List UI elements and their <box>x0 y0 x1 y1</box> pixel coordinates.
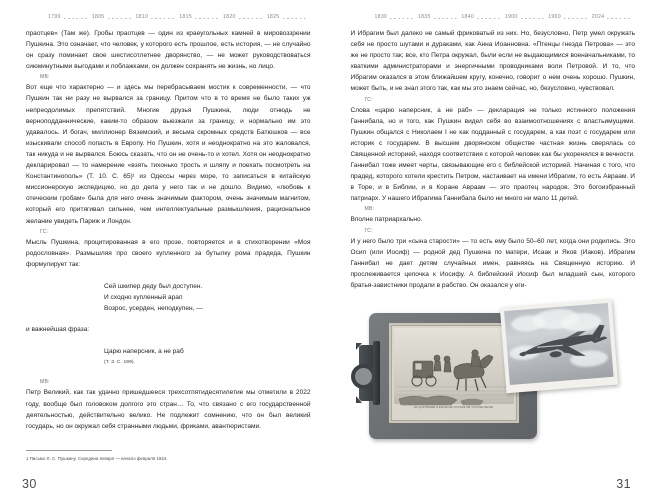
timeline-left <box>26 0 311 28</box>
timeline-year: 1840 <box>461 14 475 20</box>
timeline-dots <box>564 18 589 19</box>
clip-tab-bottom <box>356 396 362 403</box>
clipboard-clip-icon <box>352 345 386 401</box>
photo-image <box>504 303 613 385</box>
verse-line: Царю наперсник, а не раб <box>104 348 184 356</box>
timeline-year: 1835 <box>417 14 431 20</box>
timeline-dots <box>283 18 308 19</box>
paragraph: Вполне патриархально. <box>350 216 423 224</box>
verse-line: Сей шкипер деду был доступен. <box>104 282 203 290</box>
timeline-year: 1799 <box>48 14 61 20</box>
paragraph: праотцев» (Там же). Гробы праотцев — один из краеугольных камней в мировоззрении Пушкина. Это означает, что человек, у которого есть прошлое, есть история, — не случайно он сразу поминает свое шестисотлетнее дворянство, — не может руководствоваться сиюминутными выгодами и поблажками, он должен сохранять не жизнь, но лицо. <box>26 30 311 71</box>
timeline-year: 2024 <box>591 14 605 20</box>
timeline-year: 1805 <box>91 14 105 20</box>
timeline-dots <box>239 18 264 19</box>
verse-reference: (Т. 3. С. 199). <box>104 360 136 366</box>
clip-tab-top <box>356 343 362 350</box>
footnote-text: Письмо Л. С. Пушкину. Середина января — начало февраля 1824. <box>29 456 168 461</box>
historical-engraving <box>389 323 519 423</box>
right-text-column <box>351 28 636 291</box>
verse-line: Возрос, усерден, неподкупен, — <box>104 305 203 313</box>
speaker-label: ГС: <box>364 96 373 103</box>
paragraph: Мысль Пушкина, процитированная в его прозе, повторяется и в стихотворении «Моя родословная». Размышляя про своего купленного за бутылку рома прадеда, Пушкин формулирует так: <box>26 238 311 268</box>
timeline-dots <box>521 18 546 19</box>
timeline-year: 1900 <box>504 14 518 20</box>
page-number-left: 30 <box>22 477 37 491</box>
paragraph: Вот еще что характерно — и здесь мы перебрасываем мостик к современности, — что Пушкин так ни разу не вырвался за границу. Притом что в то время не было таких уж непреодолимых препятствий. Многие друзья Пушкина, люди отнюдь не верноподданнические, каким-то образом выезжали за границу, и нормально им это удавалось. И богач, миллионер Вяземский, и весьма скромных средств Батюшков — все изыскивали способ попасть в Европу. Но Пушкин, хотя и неоднократно на это жаловался, так никуда и не вырвался. Боюсь сказать, что он не очень-то и хотел. Хотя он неоднократно декларировал — то намерение «взять тихонько трость и шляпу и поехать посмотреть на Константинополь» (Т. 10. С. 65)¹ из Одессы через море, то записаться в китайскую миссионерскую экспедицию, но до дела у него так и не дошло. Видимо, «любовь к отеческим гробам» была для него очень значимым фактором, очень значимым магнитом, который его притягивал сильнее, чем интеллектуальные размышления, рациональное желание увидеть Париж и Лондон. <box>26 84 311 225</box>
between-verses-text: и важнейшая фраза: <box>26 326 90 334</box>
paragraph: Слова «царю наперсник, а не раб» — декларация не только истинного положения Ганнибала, но и того, как Пушкин видел себя во взаимоотношениях с властьимущими. Пушкин общался с Николаем I не как подданный с государем, а как поэт с государем или историк с государем. В высшем дворянском обществе частная жизнь сверялась со Священной историей, находя соответствия с которой человек как бы укоренялся в вечности. Ганнибал тоже имеет черты, связывающие его с библейской историей. Начиная с того, что прадед, которого хотели крестить Петром, настаивает на имени Ибрагим, то есть Авраам. И в Торе, и в Библии, и в Коране Авраам — это праотец народов. Это богоизбранный патриарх. У нашего Ибрагима Ганнибала было ни много ни мало 11 детей. <box>350 106 635 203</box>
timeline-year: 1960 <box>548 14 561 20</box>
timeline-right <box>351 0 636 28</box>
speaker-label: ГС: <box>364 227 373 234</box>
timeline-dots <box>151 18 176 19</box>
footnote-area <box>26 450 311 462</box>
timeline-year: 1830 <box>374 14 388 20</box>
left-text-column <box>26 28 311 432</box>
verse-block-one <box>104 281 311 314</box>
timeline-year: 1820 <box>223 14 236 20</box>
speaker-label: МВ: <box>40 74 50 81</box>
timeline-dots <box>607 18 632 19</box>
engraving-caption: LE QUATRIÈME D'ENVIE DE VOYAGE DE VOYAGE REINE <box>413 406 494 409</box>
illustration <box>343 303 643 448</box>
speaker-label: ГС: <box>40 228 49 235</box>
clip-ring-icon <box>351 364 376 389</box>
timeline-year: 1810 <box>135 14 149 20</box>
paragraph: И у него было три «сына старости» — то есть ему было 50–60 лет, когда они родились. Это Осип (или Иосиф) — родной дед Пушкина по матери, Исаак и Яков (Иаков). Ибрагим Ганнибал не дает детям случайных имен, равняясь на Священную историю. И прослеживается цепочка к Иосифу. А библейский Иосиф был младший сын, которого братья-завистники продали в рабство. Он оказался у еги- <box>350 237 635 289</box>
timeline-dots <box>195 18 220 19</box>
footnote-divider <box>26 450 112 451</box>
clip-bar <box>373 341 380 405</box>
timeline-year: 1815 <box>179 14 192 20</box>
timeline-year: 1825 <box>266 14 280 20</box>
speaker-label: МВ: <box>40 379 50 386</box>
page-number-right: 31 <box>616 477 631 491</box>
timeline-dots <box>477 18 502 19</box>
paragraph: Петр Великий, как так удачно пришедшееся трехсотпятидесятилетие мы отметили в 2022 году, вообще был головоком долгого это стран… То, что связано с его государственной деятельностью, действительно велико. Не подлежит сомнению, что он был великий государь, но он окружал себя странными людьми, фриками, авантюристами. <box>26 389 311 430</box>
verse-line: И сходно купленный арап <box>104 293 183 301</box>
footnote-number: 1 <box>26 456 29 461</box>
airplane-icon <box>504 303 613 385</box>
timeline-dots <box>64 18 89 19</box>
paragraph: И Ибрагим был далеко не самый фриковатый из них. Но, безусловно, Петр умел окружать себя не просто шутами и дураками, как Анна Иоанновна. «Птенцы гнезда Петрова» — это же не просто так; все, кто Петра окружал, были если не выдающимися военачальниками, то хваткими администраторами и энергичными проводниками воли Петровой. И то, что Ибрагим оказался в этом ближайшем кругу, конечно, говорит о нем очень хорошо. Пушкин, может быть, и не знал этого так, как мы это знаем сейчас, но, безусловно, чувствовал. <box>350 30 635 93</box>
footnote <box>26 455 311 462</box>
timeline-dots <box>390 18 415 19</box>
timeline-dots <box>108 18 133 19</box>
airplane-photograph <box>499 299 617 394</box>
right-page <box>329 0 657 500</box>
verse-block-two <box>104 346 311 368</box>
timeline-dots <box>434 18 459 19</box>
speaker-label: МВ: <box>364 206 375 213</box>
